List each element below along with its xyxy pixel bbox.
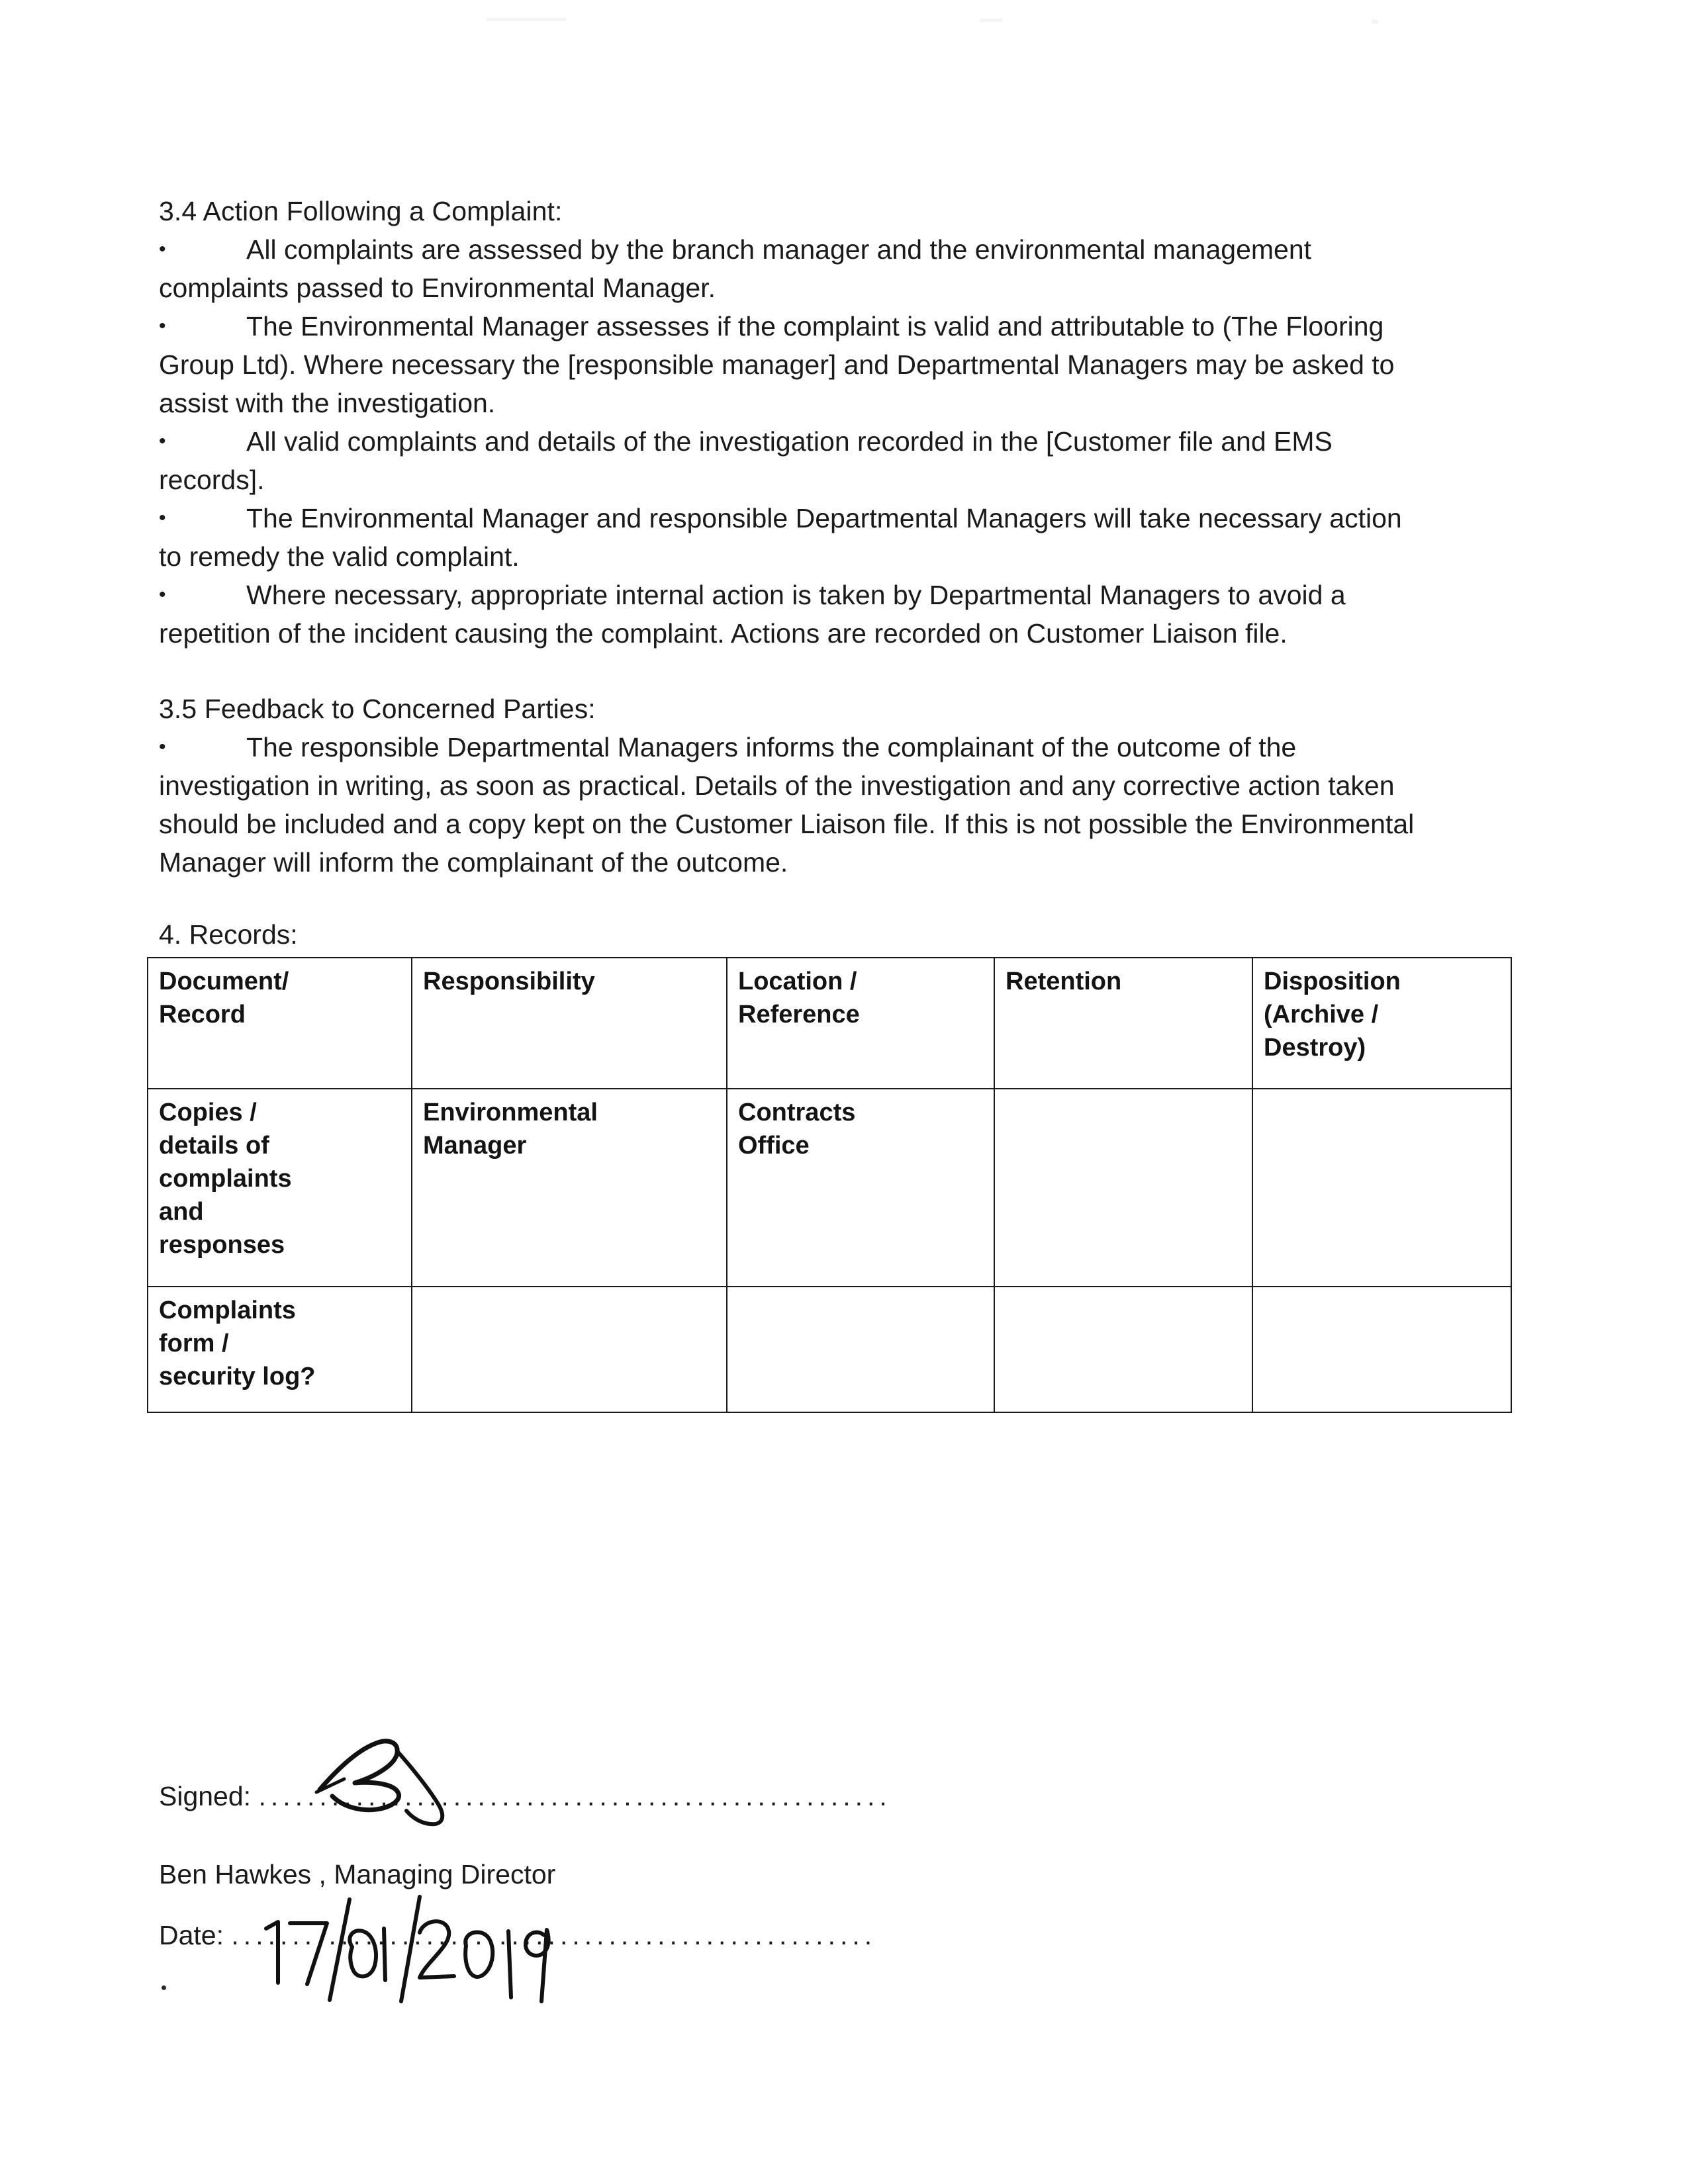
scan-artifact [1372, 20, 1378, 24]
date-line [159, 1917, 1152, 1954]
bullet-glyph: • [159, 736, 166, 758]
column-header-responsibility [412, 958, 727, 1089]
section-heading-3-4: 3.4 Action Following a Complaint: [159, 196, 563, 226]
records-table [147, 957, 1512, 1413]
cell-line: and [159, 1198, 204, 1226]
signature-block [159, 1778, 1152, 1954]
bullet-text: All valid complaints and details of the investigation recorded in the [Customer file and EMS records]. [159, 426, 1333, 495]
date-dotted-line: ..................................................... [231, 1920, 877, 1950]
table-header-row [148, 958, 1511, 1089]
bullet-text: Where necessary, appropriate internal action is taken by Departmental Managers to avoid a repetition of the incident causing the complaint. Actions are recorded on Customer Liaison file. [159, 580, 1346, 649]
bullet-text: The Environmental Manager assesses if the complaint is valid and attributable to (The Flooring Group Ltd). Where necessary the [responsible manager] and Departmental Managers may be asked to assist with the investigation. [159, 311, 1395, 418]
header-line: Retention [1006, 968, 1122, 995]
cell-document [148, 1089, 412, 1287]
column-header-location [727, 958, 994, 1089]
signature-dotted-line: .................................................... [258, 1781, 892, 1811]
column-header-disposition [1252, 958, 1511, 1089]
bullet-item [159, 307, 1417, 422]
cell-disposition [1252, 1089, 1511, 1287]
column-header-document [148, 958, 412, 1089]
cell-line: Environmental [423, 1099, 598, 1126]
cell-location [727, 1089, 994, 1287]
bullet-text: All complaints are assessed by the branch manager and the environmental management complaints passed to Environmental Manager. [159, 234, 1312, 303]
bullet-glyph: • [159, 315, 166, 337]
cell-location [727, 1287, 994, 1412]
header-line: Reference [738, 1001, 860, 1028]
signatory-name: Ben Hawkes , Managing Director [159, 1859, 556, 1889]
scan-artifact [487, 18, 566, 21]
cell-line: Complaints [159, 1297, 296, 1324]
cell-responsibility [412, 1287, 727, 1412]
scan-artifact [162, 1985, 166, 1990]
section-spacer [159, 653, 1417, 690]
header-line: Document/ [159, 968, 289, 995]
cell-line: Manager [423, 1132, 527, 1160]
bullet-item [159, 576, 1417, 653]
cell-line: complaints [159, 1165, 292, 1193]
date-label: Date: [159, 1920, 224, 1950]
table-row [148, 1287, 1511, 1412]
header-line: Record [159, 1001, 246, 1028]
cell-line: security log? [159, 1363, 316, 1390]
bullet-item [159, 728, 1417, 882]
cell-retention [994, 1287, 1252, 1412]
cell-retention [994, 1089, 1252, 1287]
cell-line: form / [159, 1330, 229, 1357]
signed-label: Signed: [159, 1781, 252, 1811]
cell-line: Contracts [738, 1099, 856, 1126]
cell-line: details of [159, 1132, 269, 1160]
bullet-item [159, 230, 1417, 307]
bullet-glyph: • [159, 507, 166, 529]
section-spacer [159, 882, 1417, 912]
document-body [159, 192, 1417, 1413]
cell-line: Office [738, 1132, 810, 1160]
cell-document [148, 1287, 412, 1412]
records-heading: 4. Records: [159, 919, 298, 950]
bullet-glyph: • [159, 238, 166, 260]
scan-artifact [980, 19, 1002, 22]
header-line: Destroy) [1264, 1034, 1366, 1062]
bullet-item [159, 422, 1417, 499]
column-header-retention [994, 958, 1252, 1089]
cell-responsibility [412, 1089, 727, 1287]
bullet-glyph: • [159, 584, 166, 606]
bullet-item [159, 499, 1417, 576]
cell-line: Copies / [159, 1099, 257, 1126]
header-line: Responsibility [423, 968, 595, 995]
cell-disposition [1252, 1287, 1511, 1412]
section-heading-3-5: 3.5 Feedback to Concerned Parties: [159, 694, 596, 724]
bullet-text: The responsible Departmental Managers informs the complainant of the outcome of the investigation in writing, as soon as practical. Details of the investigation and any corrective action taken should be included and a copy kept on the Customer Liaison file. If this is not possible the Environmental Manager will inform the complainant of the outcome. [159, 732, 1415, 878]
table-row [148, 1089, 1511, 1287]
bullet-text: The Environmental Manager and responsible Departmental Managers will take necessary action to remedy the valid complaint. [159, 503, 1402, 572]
cell-line: responses [159, 1231, 285, 1259]
header-line: (Archive / [1264, 1001, 1379, 1028]
bullet-glyph: • [159, 430, 166, 452]
header-line: Location / [738, 968, 857, 995]
signed-line [159, 1778, 1152, 1815]
header-line: Disposition [1264, 968, 1401, 995]
